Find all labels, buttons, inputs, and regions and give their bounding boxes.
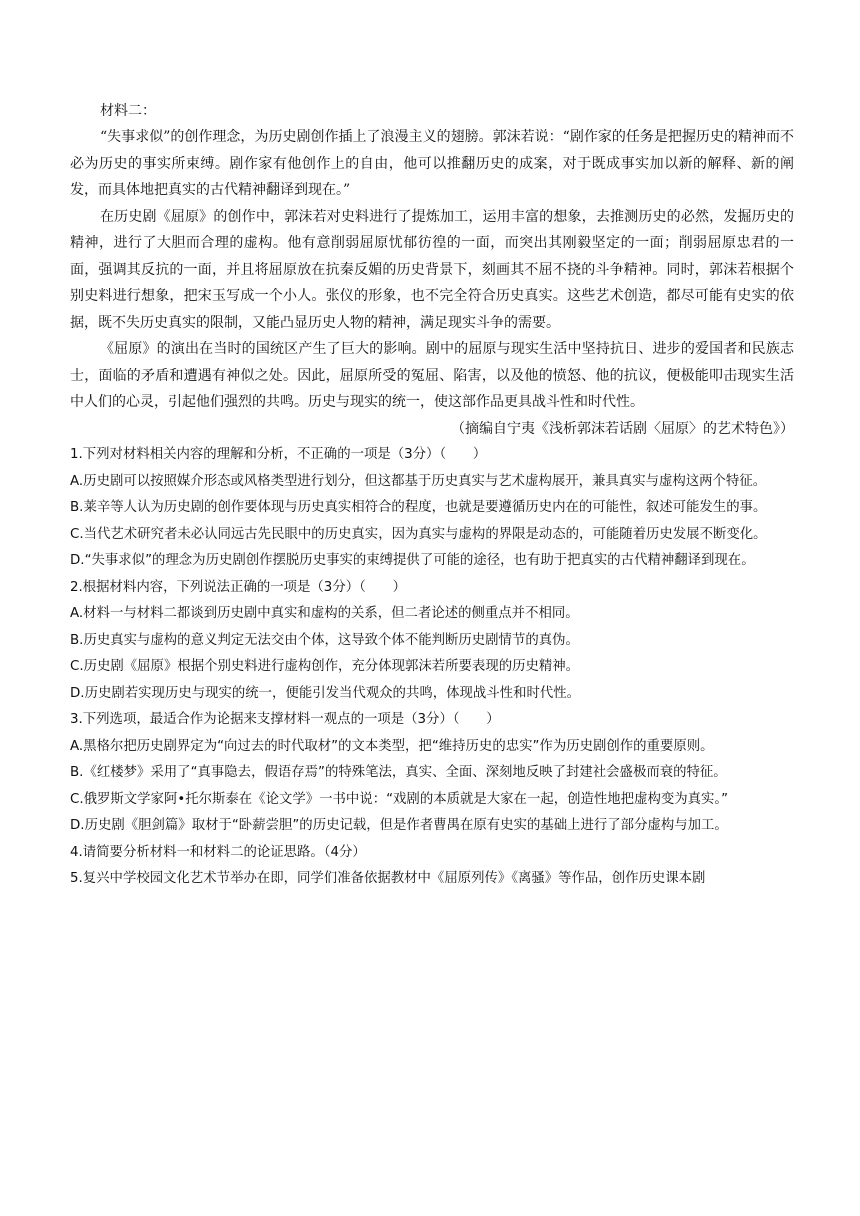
material-paragraph: 《屈原》的演出在当时的国统区产生了巨大的影响。剧中的屈原与现实生活中坚持抗日、进步的爱国者和民族志士，面临的矛盾和遭遇有神似之处。因此，屈原所受的冤屈、陷害，以及他的愤怒、他的抗议，便极能叩击现实生活中人们的心灵，引起他们强烈的共鸣。历史与现实的统一，使这部作品更具战斗性和时代性。 [70,341,794,410]
question-1 [70,442,794,575]
question-stem: 1.下列对材料相关内容的理解和分析，不正确的一项是（3分）（ ） [70,447,487,462]
material-two [70,98,794,442]
question-3 [70,707,794,840]
question-option: D.历史剧《胆剑篇》取材于“卧薪尝胆”的历史记载，但是作者曹禺在原有史实的基础上进行了部分虚构与加工。 [70,818,728,833]
question-stem: 3.下列选项，最适合作为论据来支撑材料一观点的一项是（3分）（ ） [70,712,500,727]
material-source: （摘编自宁夷《浅析郭沫若话剧〈屈原〉的艺术特色》） [451,420,794,437]
question-option: A.黑格尔把历史剧界定为“向过去的时代取材”的文本类型，把“维持历史的忠实”作为历史剧创作的重要原则。 [70,738,714,754]
question-option: C.俄罗斯文学家阿•托尔斯泰在《论文学》一书中说：“戏剧的本质就是大家在一起，创造性地把虚构变为真实。” [70,791,729,807]
question-option: D.“失事求似”的理念为历史剧创作摆脱历史事实的束缚提供了可能的途径，也有助于把真实的古代精神翻译到现在。 [70,553,755,568]
question-option: C.当代艺术研究者未必认同远古先民眼中的历史真实，因为真实与虚构的界限是动态的，可能随着历史发展不断变化。 [70,526,767,542]
question-option: B.《红楼梦》采用了“真事隐去，假语存焉”的特殊笔法，真实、全面、深刻地反映了封建社会盛极而衰的特征。 [70,765,727,780]
question-stem: 4.请简要分析材料一和材料二的论证思路。（4分） [70,844,366,860]
question-stem: 2.根据材料内容，下列说法正确的一项是（3分）（ ） [70,579,406,595]
question-2 [70,575,794,708]
question-option: A.材料一与材料二都谈到历史剧中真实和虚构的关系，但二者论述的侧重点并不相同。 [70,606,579,621]
material-paragraph: 在历史剧《屈原》的创作中，郭沫若对史料进行了提炼加工，运用丰富的想象，去推测历史的必然，发掘历史的精神，进行了大胆而合理的虚构。他有意削弱屈原忧郁彷徨的一面，而突出其刚毅坚定的一面；削弱屈原忠君的一面，强调其反抗的一面，并且将屈原放在抗秦反媚的历史背景下，刻画其不屈不挠的斗争精神。同时，郭沫若根据个别史料进行想象，把宋玉写成一个小人。张仪的形象，也不完全符合历史真实。这些艺术创造，都尽可能有史实的依据，既不失历史真实的限制，又能凸显历史人物的精神，满足现实斗争的需要。 [70,208,794,331]
question-stem: 5.复兴中学校园文化艺术节举办在即，同学们准备依据教材中《屈原列传》《离骚》等作品，创作历史课本剧 [70,871,706,886]
question-option: A.历史剧可以按照媒介形态或风格类型进行划分，但这都基于历史真实与艺术虚构展开，兼具真实与虚构这两个特征。 [70,473,767,489]
question-4 [70,840,794,867]
question-option: B.历史真实与虚构的意义判定无法交由个体，这导致个体不能判断历史剧情节的真伪。 [70,632,579,648]
question-5 [70,866,794,893]
material-paragraph: “失事求似”的创作理念，为历史剧创作插上了浪漫主义的翅膀。郭沫若说：“剧作家的任务是把握历史的精神而不必为历史的事实所束缚。剧作家有他创作上的自由，他可以推翻历史的成案，对于既成事实加以新的解释、新的阐发，而具体地把真实的古代精神翻译到现在。” [70,129,794,198]
question-option: B.莱辛等人认为历史剧的创作要体现与历史真实相符合的程度，也就是要遵循历史内在的可能性，叙述可能发生的事。 [70,500,767,515]
question-option: C.历史剧《屈原》根据个别史料进行虚构创作，充分体现郭沫若所要表现的历史精神。 [70,659,580,674]
material-title: 材料二： [100,103,156,119]
question-option: D.历史剧若实现历史与现实的统一，便能引发当代观众的共鸣，体现战斗性和时代性。 [70,685,581,701]
